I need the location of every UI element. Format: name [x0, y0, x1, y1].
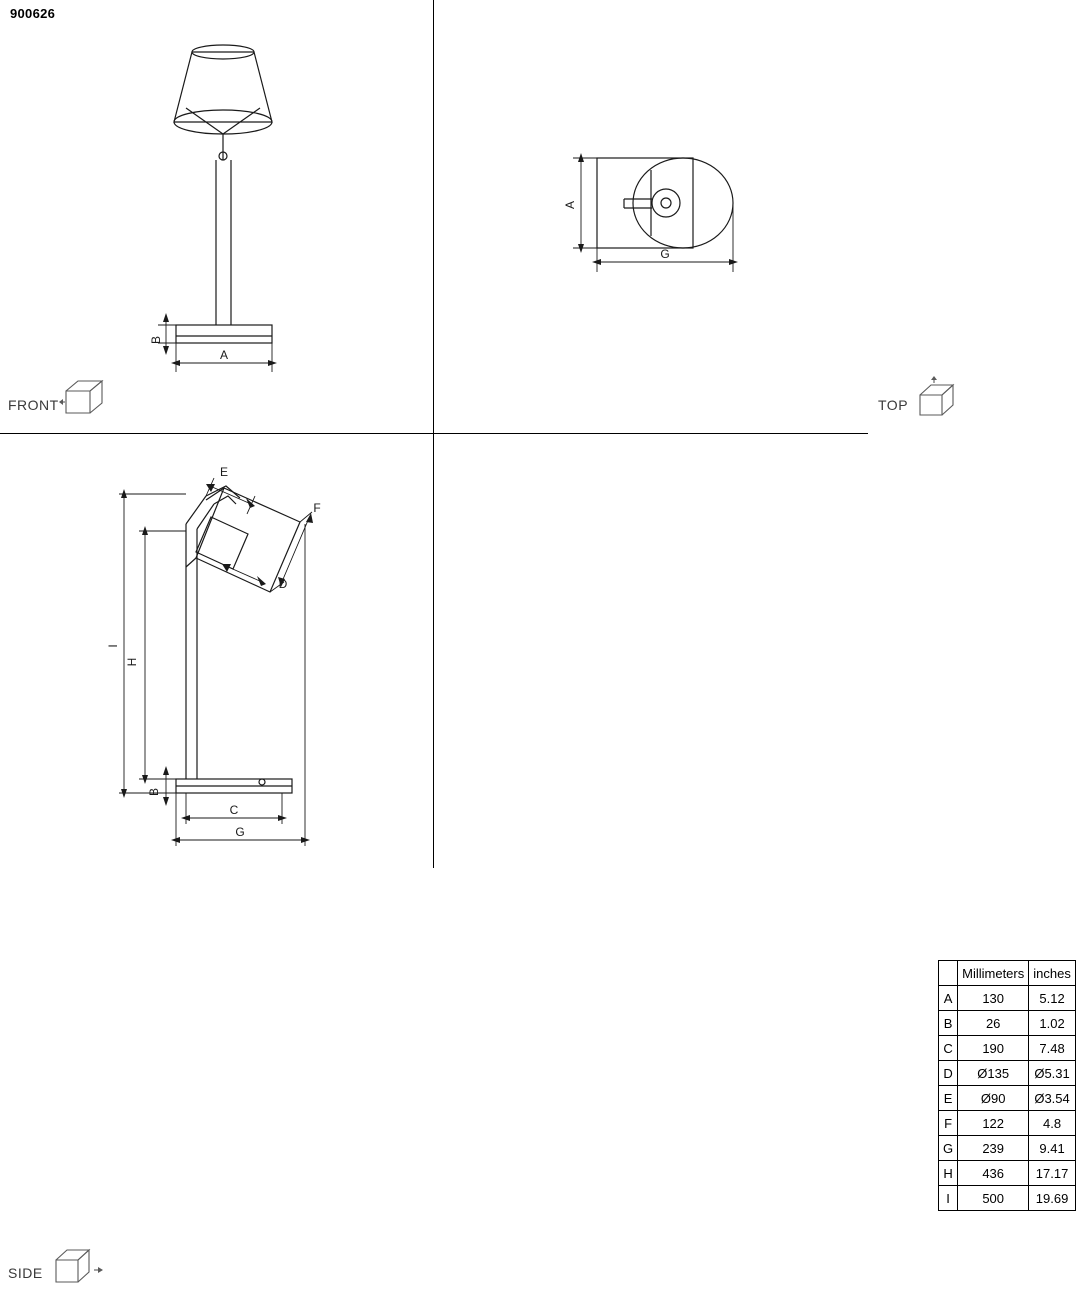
dim-key: F	[939, 1111, 958, 1136]
dim-g-arrow-left	[592, 259, 601, 265]
dim-e-line	[210, 486, 251, 504]
shade-inner-line-2	[223, 108, 260, 134]
front-view-drawing	[0, 0, 433, 433]
dimension-d-side	[222, 564, 266, 586]
dim-mm: Ø135	[958, 1061, 1029, 1086]
dim-mm: 26	[958, 1011, 1029, 1036]
arm-upper-right	[197, 504, 214, 529]
table-row	[939, 1161, 1076, 1186]
dim-h-arrow-top	[142, 526, 148, 535]
dim-h-arrow-bottom	[142, 775, 148, 784]
dimension-table	[938, 960, 1076, 1211]
dim-label-g-top: G	[660, 247, 670, 261]
table-row	[939, 1086, 1076, 1111]
dim-key: B	[939, 1011, 958, 1036]
table-row	[939, 1061, 1076, 1086]
table-header-in: inches	[1029, 961, 1076, 986]
dim-mm: 239	[958, 1136, 1029, 1161]
dimension-e-side	[206, 478, 255, 514]
dim-in: 17.17	[1029, 1161, 1076, 1186]
front-view-panel	[0, 0, 433, 433]
dimension-b-side	[160, 766, 176, 806]
dimension-h-side	[139, 526, 186, 784]
dim-mm: 190	[958, 1036, 1029, 1061]
dim-key: G	[939, 1136, 958, 1161]
dim-in: 9.41	[1029, 1136, 1076, 1161]
dim-g-side-arrow-left	[171, 837, 180, 843]
side-view-panel	[0, 434, 433, 1281]
dim-in: Ø5.31	[1029, 1061, 1076, 1086]
dim-b-arrow-up	[163, 313, 169, 322]
dimension-f-side	[270, 512, 313, 592]
dim-label-a-front: A	[219, 348, 229, 362]
dimension-i-side	[119, 489, 186, 798]
dim-g-arrow-right	[729, 259, 738, 265]
dim-mm: 500	[958, 1186, 1029, 1211]
cube-front-icon	[56, 377, 108, 421]
dim-i-arrow-bottom	[121, 789, 127, 798]
dim-in: 5.12	[1029, 986, 1076, 1011]
base-top-rect	[597, 158, 693, 248]
dim-in: 1.02	[1029, 1011, 1076, 1036]
table-row	[939, 986, 1076, 1011]
dimension-table-panel	[434, 434, 1071, 1206]
shade-connector-2	[186, 558, 196, 567]
dim-mm: 130	[958, 986, 1029, 1011]
dimension-b-front	[158, 313, 176, 355]
dim-label-f-side: F	[313, 501, 321, 515]
dim-in: 4.8	[1029, 1111, 1076, 1136]
table-header-key	[939, 961, 958, 986]
part-number: 900626	[10, 6, 56, 21]
dim-key: D	[939, 1061, 958, 1086]
dim-d-arrow-2	[257, 576, 266, 586]
lamp-shade-outline	[174, 52, 272, 122]
dim-g-side-arrow-right	[301, 837, 310, 843]
dim-label-d-side: D	[278, 577, 288, 591]
dim-b-side-arrow-bottom	[163, 797, 169, 806]
dim-c-arrow-left	[181, 815, 190, 821]
dim-label-g-side: G	[235, 825, 245, 839]
cube-top-icon	[912, 375, 964, 423]
shade-inner-line-1	[186, 108, 223, 134]
dim-mm: 122	[958, 1111, 1029, 1136]
dim-key: C	[939, 1036, 958, 1061]
dim-b-arrow-down	[163, 346, 169, 355]
dim-key: I	[939, 1186, 958, 1211]
dim-mm: 436	[958, 1161, 1029, 1186]
dim-label-b-side: B	[147, 787, 161, 797]
dim-label-c-side: C	[229, 803, 239, 817]
dim-label-b-front: B	[149, 335, 163, 345]
dim-a-top-arrow-down	[578, 244, 584, 253]
dim-label-i-side: I	[106, 644, 120, 648]
table-row	[939, 1036, 1076, 1061]
dim-b-side-arrow-top	[163, 766, 169, 775]
dim-in: 19.69	[1029, 1186, 1076, 1211]
dim-c-arrow-right	[278, 815, 287, 821]
table-row	[939, 1136, 1076, 1161]
cube-side-icon	[50, 1246, 108, 1290]
arm-bend-inner	[214, 496, 236, 504]
dim-label-a-top: A	[563, 200, 577, 210]
dim-a-arrow-left	[171, 360, 180, 366]
dim-mm: Ø90	[958, 1086, 1029, 1111]
top-view-panel	[434, 0, 909, 433]
table-header-row	[939, 961, 1076, 986]
top-view-label: TOP	[878, 397, 909, 413]
table-row	[939, 1186, 1076, 1211]
dim-i-arrow-top	[121, 489, 127, 498]
front-view-label: FRONT	[8, 397, 59, 413]
top-view-drawing	[434, 0, 868, 433]
dim-key: A	[939, 986, 958, 1011]
side-view-drawing	[0, 434, 433, 868]
dim-in: Ø3.54	[1029, 1086, 1076, 1111]
dim-label-e-side: E	[219, 465, 229, 479]
dim-a-top-arrow-up	[578, 153, 584, 162]
dim-a-arrow-right	[268, 360, 277, 366]
dimension-table-wrap	[938, 960, 1076, 1211]
socket-circle	[652, 189, 680, 217]
socket-center	[661, 198, 671, 208]
table-row	[939, 1111, 1076, 1136]
side-view-label: SIDE	[8, 1265, 43, 1281]
dim-key: H	[939, 1161, 958, 1186]
shade-top-ellipse	[633, 158, 733, 248]
table-header-mm: Millimeters	[958, 961, 1029, 986]
base-switch	[259, 779, 265, 785]
dim-in: 7.48	[1029, 1036, 1076, 1061]
base-block	[176, 325, 272, 343]
table-row	[939, 1011, 1076, 1036]
dim-key: E	[939, 1086, 958, 1111]
dim-label-h-side: H	[125, 657, 139, 667]
